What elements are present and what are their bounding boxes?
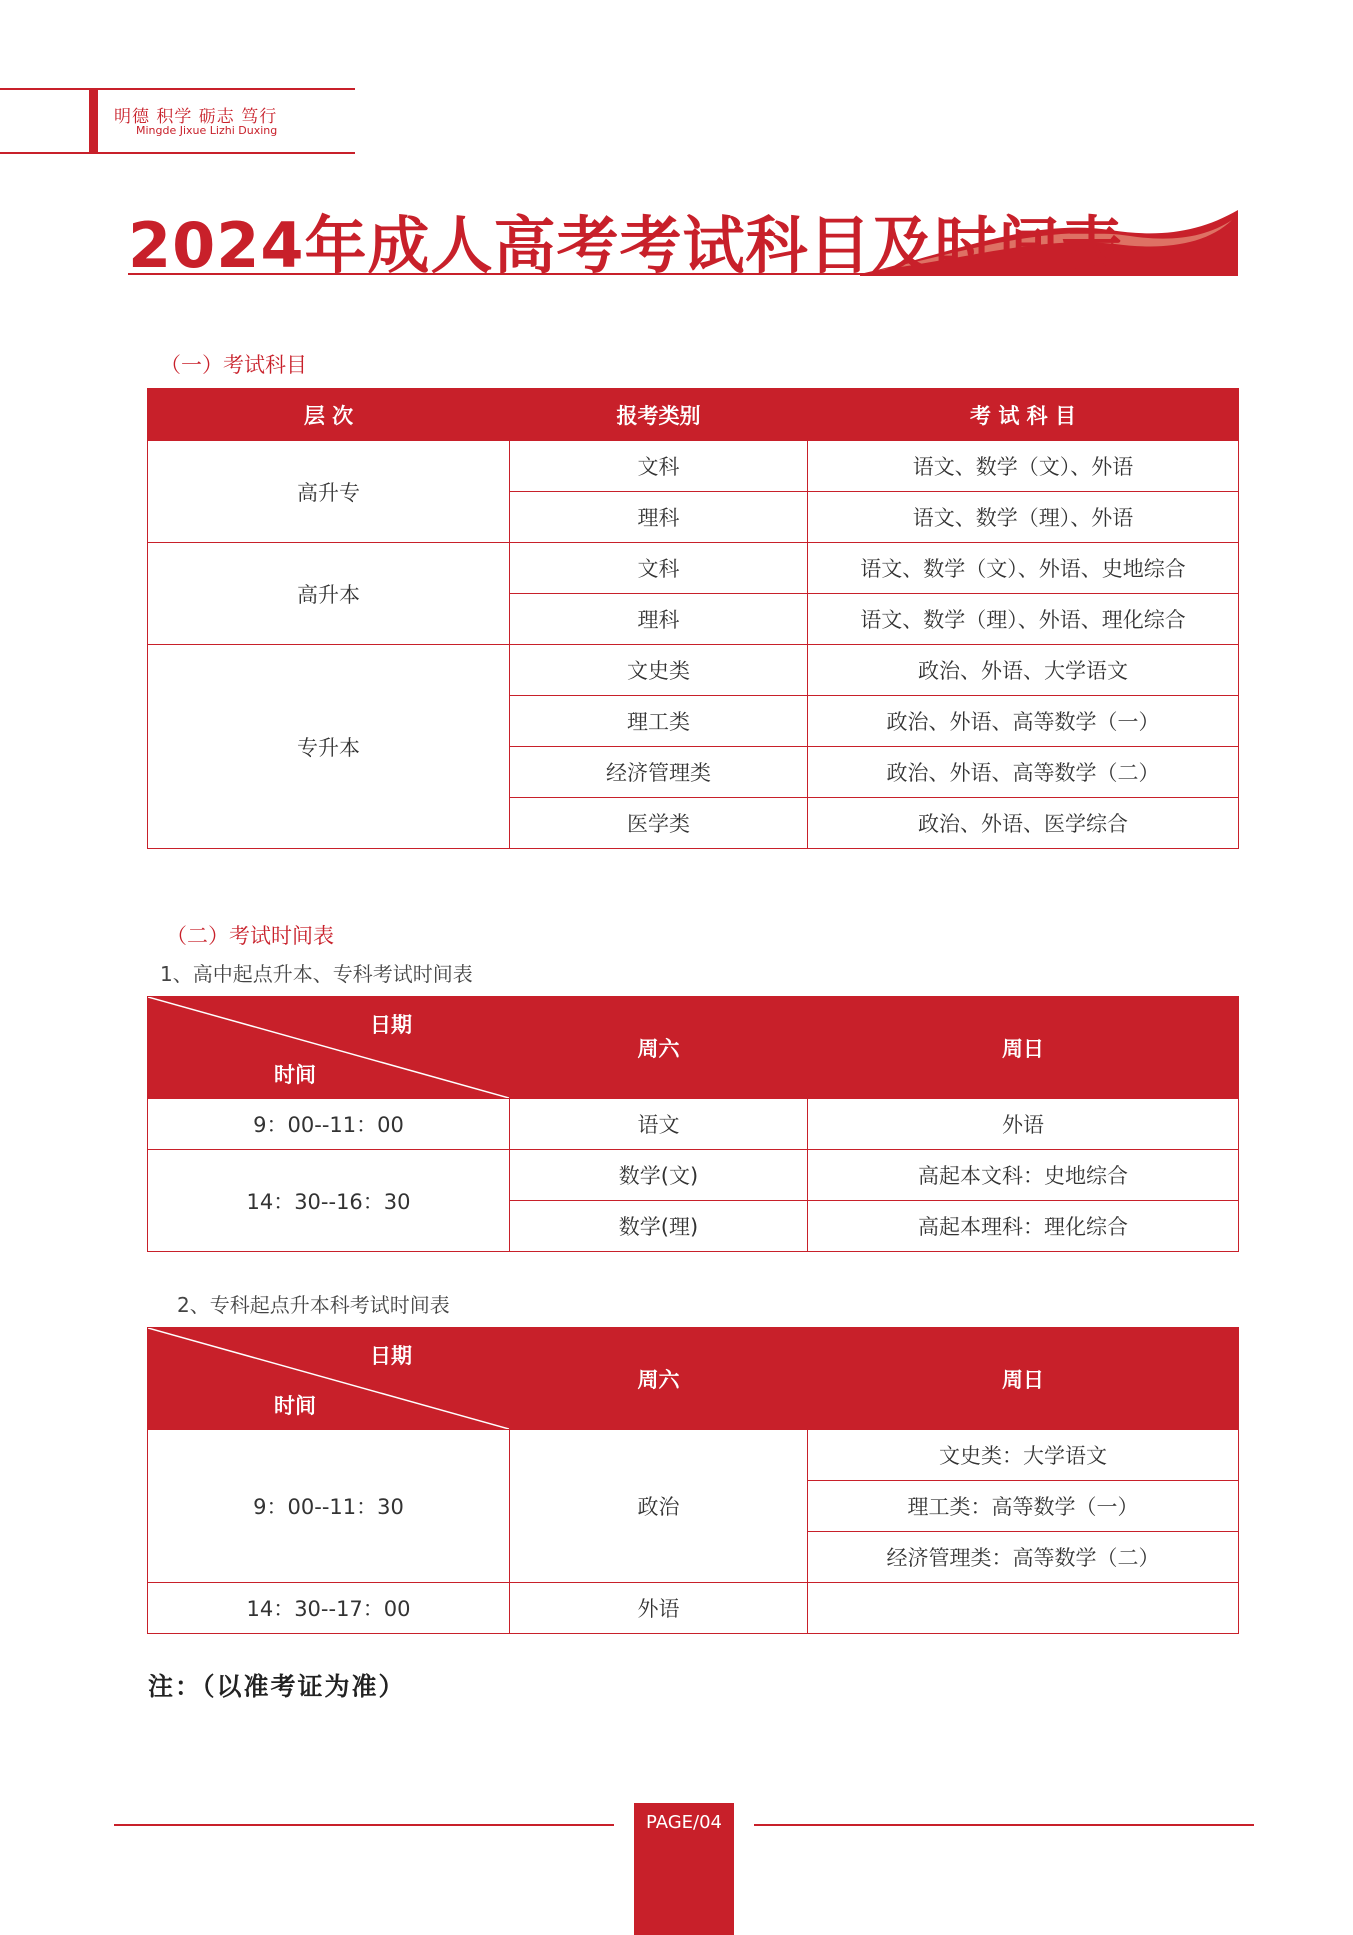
time-cell: 9：00--11：30 xyxy=(148,1430,510,1583)
column-header-category: 报考类别 xyxy=(510,389,808,441)
table2-caption: 2、专科起点升本科考试时间表 xyxy=(177,1293,450,1317)
header-date-label: 日期 xyxy=(370,1344,412,1368)
header-date-label: 日期 xyxy=(370,1013,412,1037)
saturday-cell: 语文 xyxy=(510,1099,808,1150)
column-header-saturday: 周六 xyxy=(510,1328,808,1430)
table-row xyxy=(148,543,1239,594)
exam-subjects-table xyxy=(147,388,1239,849)
section2-heading: （二）考试时间表 xyxy=(166,924,334,948)
category-cell: 经济管理类 xyxy=(510,747,808,798)
diagonal-header-cell xyxy=(148,997,510,1099)
level-cell: 专升本 xyxy=(148,645,510,849)
table-row xyxy=(148,645,1239,696)
table-row xyxy=(148,1099,1239,1150)
sunday-cell: 理工类：高等数学（一） xyxy=(808,1481,1239,1532)
category-cell: 医学类 xyxy=(510,798,808,849)
subjects-cell: 政治、外语、大学语文 xyxy=(808,645,1239,696)
sunday-cell: 高起本理科：理化综合 xyxy=(808,1201,1239,1252)
header-time-label: 时间 xyxy=(274,1394,316,1418)
header-accent-bar xyxy=(89,88,98,154)
category-cell: 文史类 xyxy=(510,645,808,696)
time-cell: 14：30--17：00 xyxy=(148,1583,510,1634)
saturday-cell: 数学(理) xyxy=(510,1201,808,1252)
footnote: 注：（以准考证为准） xyxy=(148,1672,406,1701)
header-motto-english: Mingde Jixue Lizhi Duxing xyxy=(136,124,278,137)
category-cell: 文科 xyxy=(510,441,808,492)
diagonal-divider xyxy=(148,997,509,1098)
saturday-cell: 数学(文) xyxy=(510,1150,808,1201)
schedule-table-high-school xyxy=(147,996,1239,1252)
category-cell: 理科 xyxy=(510,492,808,543)
header-rule-top xyxy=(0,88,355,90)
section1-heading: （一）考试科目 xyxy=(160,353,307,377)
subjects-cell: 政治、外语、高等数学（二） xyxy=(808,747,1239,798)
subjects-cell: 语文、数学（文）、外语 xyxy=(808,441,1239,492)
header-motto: 明德 积学 砺志 笃行 xyxy=(114,107,278,127)
column-header-sunday: 周日 xyxy=(808,997,1239,1099)
category-cell: 文科 xyxy=(510,543,808,594)
table-row xyxy=(148,441,1239,492)
column-header-subjects: 考 试 科 目 xyxy=(808,389,1239,441)
sunday-cell: 经济管理类：高等数学（二） xyxy=(808,1532,1239,1583)
column-header-saturday: 周六 xyxy=(510,997,808,1099)
diagonal-divider xyxy=(148,1328,509,1429)
header-time-label: 时间 xyxy=(274,1063,316,1087)
subjects-cell: 政治、外语、医学综合 xyxy=(808,798,1239,849)
category-cell: 理科 xyxy=(510,594,808,645)
subjects-cell: 语文、数学（理）、外语、理化综合 xyxy=(808,594,1239,645)
sunday-cell: 文史类：大学语文 xyxy=(808,1430,1239,1481)
saturday-cell: 政治 xyxy=(510,1430,808,1583)
footer-rule-left xyxy=(114,1824,614,1826)
subjects-cell: 政治、外语、高等数学（一） xyxy=(808,696,1239,747)
page-title: 2024年成人高考考试科目及时间表 xyxy=(128,209,1124,282)
subjects-cell: 语文、数学（理）、外语 xyxy=(808,492,1239,543)
table1-caption: 1、高中起点升本、专科考试时间表 xyxy=(160,962,473,986)
level-cell: 高升本 xyxy=(148,543,510,645)
category-cell: 理工类 xyxy=(510,696,808,747)
table-row xyxy=(148,1583,1239,1634)
time-cell: 14：30--16：30 xyxy=(148,1150,510,1252)
table-row xyxy=(148,1430,1239,1481)
footer-rule-right xyxy=(754,1824,1254,1826)
schedule-table-junior-college xyxy=(147,1327,1239,1634)
level-cell: 高升专 xyxy=(148,441,510,543)
column-header-sunday: 周日 xyxy=(808,1328,1239,1430)
diagonal-header-cell xyxy=(148,1328,510,1430)
subjects-cell: 语文、数学（文）、外语、史地综合 xyxy=(808,543,1239,594)
table-row xyxy=(148,1150,1239,1201)
header-rule-bottom xyxy=(0,152,355,154)
sunday-cell: 外语 xyxy=(808,1099,1239,1150)
saturday-cell: 外语 xyxy=(510,1583,808,1634)
time-cell: 9：00--11：00 xyxy=(148,1099,510,1150)
column-header-level: 层 次 xyxy=(148,389,510,441)
sunday-cell: 高起本文科：史地综合 xyxy=(808,1150,1239,1201)
sunday-cell xyxy=(808,1583,1239,1634)
page-number: PAGE/04 xyxy=(646,1812,722,1833)
